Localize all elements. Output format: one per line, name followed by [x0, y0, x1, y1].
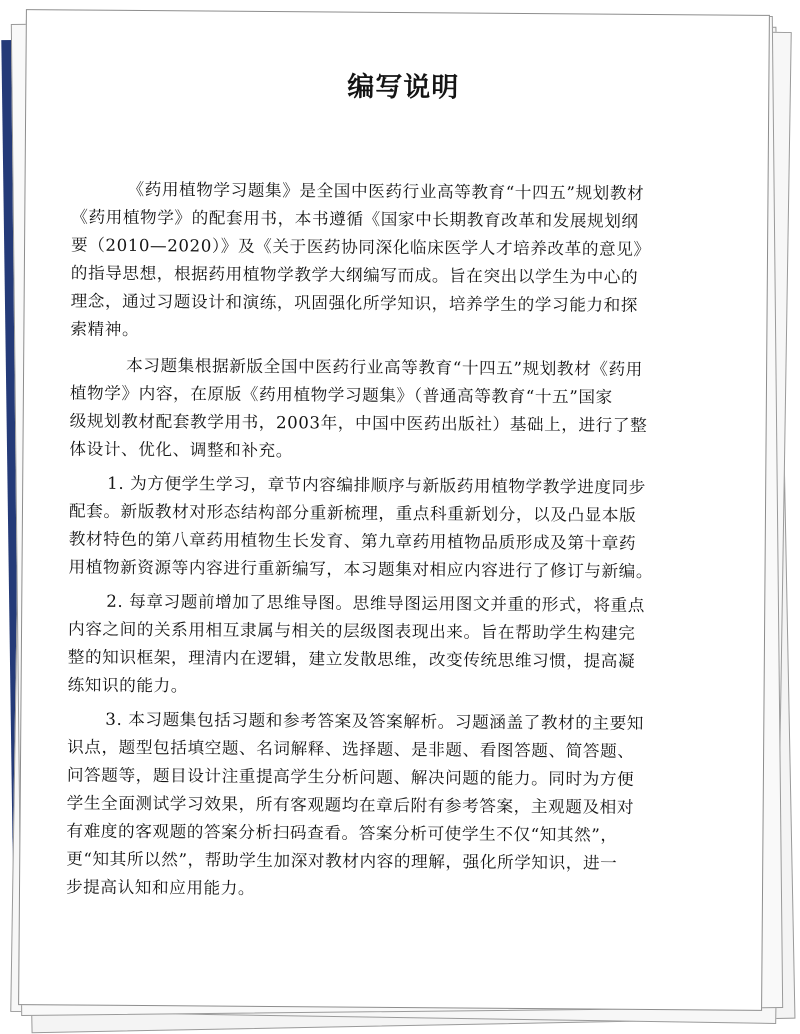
paragraph-intro [70, 175, 733, 348]
text-line: 整的知识框架，理清内在逻辑，建立发散思维，改变传统思维习惯，提高凝 [67, 647, 636, 671]
text-line: 用植物新资源等内容进行重新编写，本习题集对相应内容进行了修订与新编。 [68, 557, 654, 582]
page-title: 编写说明 [347, 71, 460, 104]
text-line: 学生全面测试学习效果，所有客观题均在章后附有参考答案，主观题及相对 [66, 793, 635, 817]
text-line: 更“知其所以然”，帮助学生加深对教材内容的理解，强化所学知识，进一 [66, 849, 618, 873]
text-line: 体设计、优化、调整和补充。 [69, 439, 294, 461]
paragraph-item-2 [68, 587, 731, 704]
text-line: 3. 本习题集包括习题和参考答案及答案解析。习题涵盖了教材的主要知 [105, 709, 645, 733]
text-line: 要（2010—2020）》及《关于医药协同深化临床医学人才培养改革的意见》 [70, 235, 651, 260]
text-line: 教材特色的第八章药用植物生长发育、第九章药用植物品质形成及第十章药 [68, 529, 637, 553]
text-line: 识点，题型包括填空题、名词解释、选择题、是非题、看图答题、简答题、 [67, 737, 635, 761]
text-line: 步提高认知和应用能力。 [65, 877, 256, 898]
text-line: 内容之间的关系用相互隶属与相关的层级图表现出来。旨在帮助学生构建完 [67, 619, 636, 643]
text-line: 索精神。 [70, 319, 140, 339]
text-line: 的指导思想，根据药用植物学教学大纲编写而成。旨在突出以学生为中心的 [70, 263, 639, 287]
paragraph-basis [69, 351, 732, 468]
text-line: 《药用植物学》的配套用书，本书遵循《国家中长期教育改革和发展规划纲 [71, 207, 639, 231]
document-page [18, 9, 770, 1011]
text-line: 问答题等，题目设计注重提高学生分析问题、解决问题的能力。同时为方便 [66, 765, 635, 789]
paragraph-item-1 [68, 469, 731, 586]
text-line: 级规划教材配套教学用书，2003年，中国中医药出版社）基础上，进行了整 [69, 411, 648, 435]
text-line: 1. 为方便学生学习，章节内容编排顺序与新版药用植物学教学进度同步 [107, 473, 646, 497]
text-line: 本习题集根据新版全国中医药行业高等教育“十四五”规划教材《药用 [126, 355, 643, 379]
text-line: 有难度的客观题的答案分析扫码查看。答案分析可使学生不仅“知其然”， [66, 821, 618, 845]
text-line: 练知识的能力。 [67, 675, 189, 696]
text-line: 理念，通过习题设计和演练，巩固强化所学知识，培养学生的学习能力和探 [70, 291, 639, 315]
text-line: 2. 每章习题前增加了思维导图。思维导图运用图文并重的形式，将重点 [106, 591, 646, 615]
text-line: 植物学》内容，在原版《药用植物学习题集》（普通高等教育“十五”国家 [69, 383, 613, 407]
text-line: 《药用植物学习题集》是全国中医药行业高等教育“十四五”规划教材 [127, 179, 645, 203]
paragraph-item-3 [66, 705, 730, 906]
text-line: 配套。新版教材对形态结构部分重新梳理，重点科重新划分，以及凸显本版 [68, 501, 637, 525]
